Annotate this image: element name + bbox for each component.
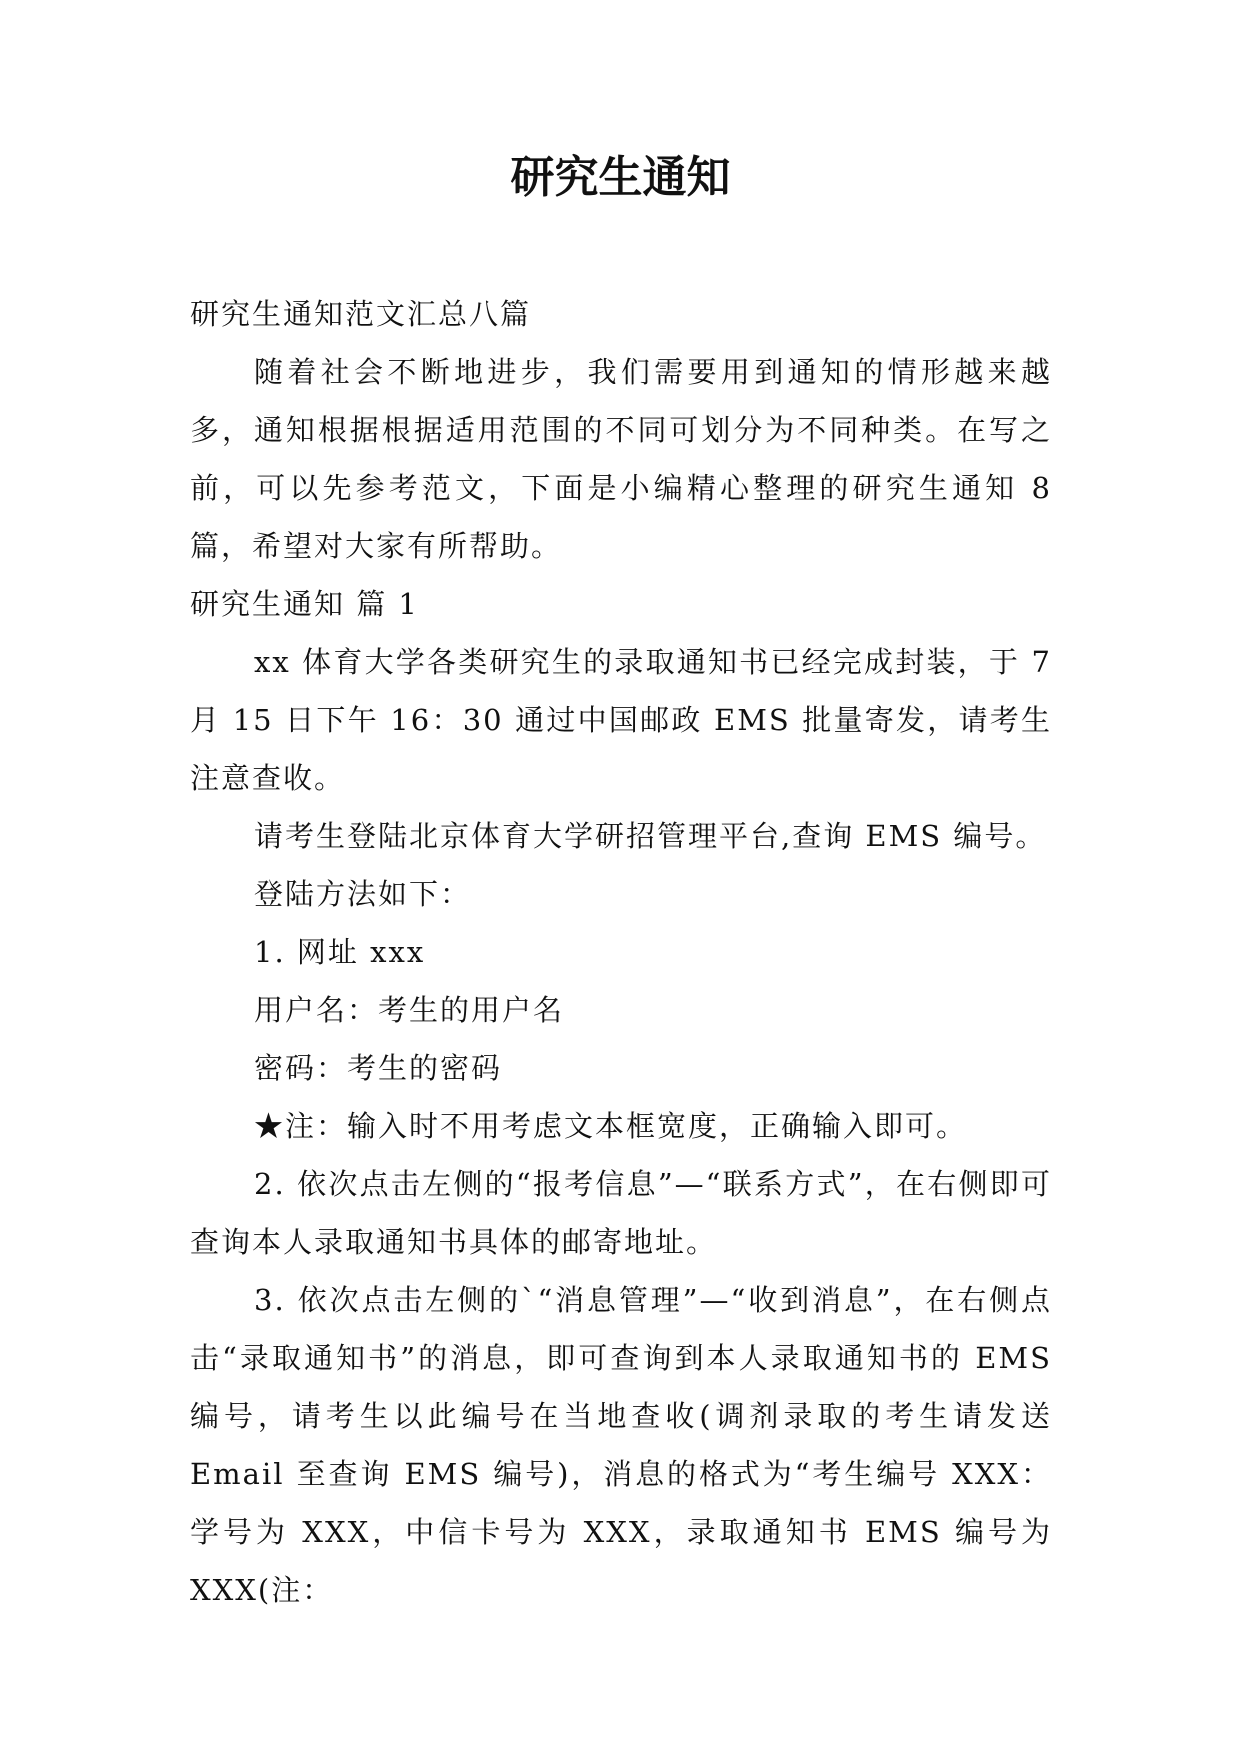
- section-heading: 研究生通知 篇 1: [190, 587, 419, 621]
- document-title: 研究生通知: [510, 152, 731, 203]
- intro-paragraph: 随着社会不断地进步，我们需要用到通知的情形越来越多，通知根据根据适用范围的不同可划分为不同种类。在写之前，可以先参考范文，下面是小编精心整理的研究生通知 8 篇，希望对大家有所帮助。: [190, 355, 1052, 563]
- list-item: 3. 依次点击左侧的`“消息管理”—“收到消息”，在右侧点击“录取通知书”的消息，即可查询到本人录取通知书的 EMS 编号，请考生以此编号在当地查收(调剂录取的考生请发送 Email 至查询 EMS 编号)，消息的格式为“考生编号 XXX：学号为 XXX，中信卡号为 XXX，录取通知书 EMS 编号为 XXX(注：: [190, 1283, 1052, 1607]
- paragraph: xx 体育大学各类研究生的录取通知书已经完成封装，于 7 月 15 日下午 16：30 通过中国邮政 EMS 批量寄发，请考生注意查收。: [190, 645, 1052, 795]
- list-item: 2. 依次点击左侧的“报考信息”—“联系方式”，在右侧即可查询本人录取通知书具体的邮寄地址。: [190, 1167, 1052, 1259]
- paragraph: 登陆方法如下：: [254, 877, 472, 911]
- subtitle-line: 研究生通知范文汇总八篇: [190, 297, 532, 331]
- paragraph: 请考生登陆北京体育大学研招管理平台,查询 EMS 编号。: [254, 819, 1047, 853]
- list-item: 密码：考生的密码: [254, 1051, 503, 1085]
- list-item: 1. 网址 xxx: [254, 935, 426, 969]
- note-paragraph: ★注：输入时不用考虑文本框宽度，正确输入即可。: [254, 1109, 968, 1143]
- document-body: [190, 285, 1052, 1619]
- list-item: 用户名：考生的用户名: [254, 993, 565, 1027]
